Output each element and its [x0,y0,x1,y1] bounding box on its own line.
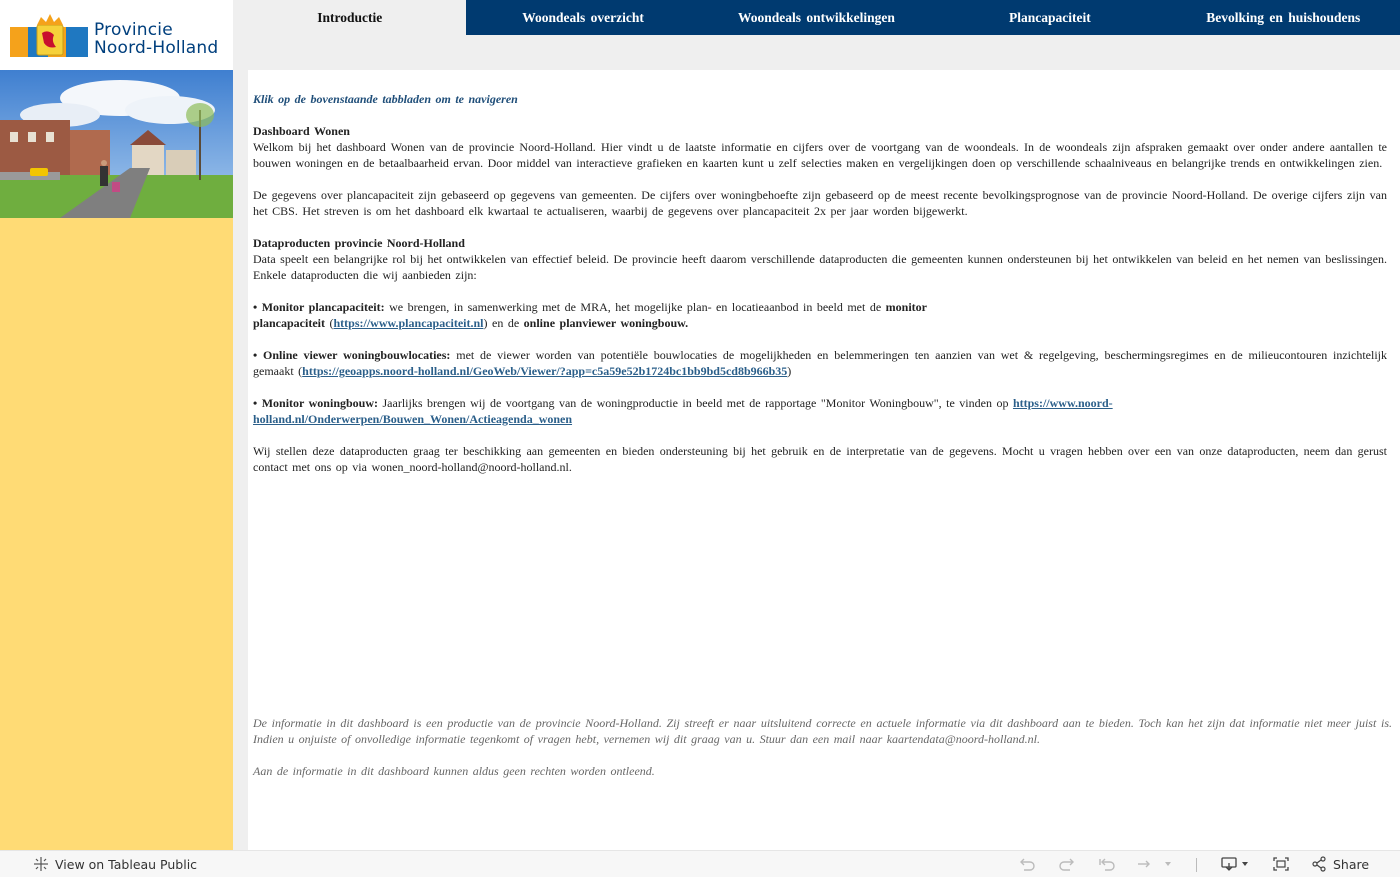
item-text: Jaarlijks brengen wij de voortgang van de woningproductie in beeld met de rapportage "Monitor Woningbouw", te vinden op [382,396,1009,410]
tableau-toolbar [0,850,1400,877]
list-item-monitor-plancapaciteit [253,299,1003,331]
undo-icon[interactable] [1018,856,1036,872]
view-on-tableau-public-button[interactable] [33,856,197,872]
revert-icon[interactable] [1098,856,1116,872]
logo-line-2: Noord-Holland [94,38,219,58]
disclaimer-paragraph-2: Aan de informatie in dit dashboard kunnen aldus geen rechten worden ontleend. [253,764,655,778]
bullet: • [253,348,258,362]
open-paren: ( [329,316,334,330]
fullscreen-icon[interactable] [1272,856,1290,872]
header-photo [0,70,233,218]
item-text: met de viewer worden van potentiële bouwlocaties de mogelijkheden en belemmeringen ten aanzien van wet & regelgeving, beschermingsregimes en de milieucontouren inzichtelijk gemaakt [253,348,1387,378]
bullet: • [253,396,258,410]
logo-line-1: Provincie [94,20,173,40]
tab-bevolking-en-huishoudens[interactable]: Bevolking en huishoudens [1206,9,1361,25]
disclaimer-paragraph-1: De informatie in dit dashboard is een productie van de provincie Noord-Holland. Zij streeft er naar uitsluitend correcte en actuele informatie via dit dashboard aan te bieden. Toch kan het zijn dat informatie niet meer juist is. Indien u onjuiste of onvolledige informatie tegenkomt of vragen hebt, vernemen wij dit graag van u. Stuur dan een mail naar kaartendata@noord-holland.nl. [253,716,1392,746]
introduction-text [253,91,1387,475]
dataproducts-heading: Dataproducten provincie Noord-Holland [253,236,465,250]
toolbar-separator [1196,858,1197,872]
dataproducts-intro: Data speelt een belangrijke rol bij het ontwikkelen van effectief beleid. De provincie heeft daarom verschillende dataproducten die gemeenten kunnen ondersteunen bij het ontwikkelen van beleid en het nemen van beslissingen. Enkele dataproducten die wij aanbieden zijn: [253,252,1387,282]
item-title: Monitor plancapaciteit: [261,300,385,314]
list-item-monitor-woningbouw [253,395,1113,427]
geoapps-viewer-link[interactable]: https://geoapps.noord-holland.nl/GeoWeb/Viewer/?app=c5a59e52b1724bc1bb9bd5cd8b966b35 [302,364,788,378]
dropdown-caret-icon[interactable] [1163,856,1173,872]
dashboard-paragraph-1: Welkom bij het dashboard Wonen van de provincie Noord-Holland. Hier vindt u de laatste informatie en cijfers over de voortgang van de woondeals. In de woondeals zijn afspraken gemaakt over onder andere aantallen te bouwen woningen en de betaalbaarheid ervan. Door middel van interactieve grafieken en kaarten kunt u zelf selecties maken en vergelijkingen doen op verschillende schaalniveaus en belangrijke trends en ontwikkelingen zien. [253,140,1387,170]
province-logo [0,0,233,70]
list-item-online-viewer [253,347,1387,379]
tab-woondeals-overzicht[interactable]: Woondeals overzicht [522,9,644,25]
street-scene-image [0,70,233,218]
navigation-hint: Klik op de bovenstaande tabbladen om te navigeren [253,92,518,106]
bullet: • [253,300,258,314]
province-crest-icon [10,13,88,57]
download-icon[interactable] [1220,856,1252,872]
item-mid: ) en de [483,316,520,330]
disclaimer [253,715,1392,779]
item-title: Online viewer woningbouwlocaties: [263,348,451,362]
tab-introductie[interactable]: Introductie [233,0,466,35]
redo-icon[interactable] [1058,856,1076,872]
introduction-panel [248,70,1400,850]
dashboard-heading: Dashboard Wonen [253,124,350,138]
plancapaciteit-link[interactable]: https://www.plancapaciteit.nl [333,316,484,330]
tab-plancapaciteit[interactable]: Plancapaciteit [1009,9,1091,25]
actieagenda-wonen-link-part-2[interactable]: holland.nl/Onderwerpen/Bouwen_Wonen/Actieagenda_wonen [253,412,573,426]
actieagenda-wonen-link-part-1[interactable]: https://www.noord- [1012,396,1113,410]
dashboard-tabs [233,0,1400,35]
view-on-tableau-public-label: View on Tableau Public [55,856,198,872]
sidebar-yellow-panel [0,218,233,850]
tab-underbar [233,35,1400,70]
content-gutter [233,70,248,850]
closing-paragraph: Wij stellen deze dataproducten graag ter beschikking aan gemeenten en bieden ondersteuning bij het gebruik en de interpretatie van de gegevens. Mocht u vragen hebben over een van onze dataproducten, neem dan gerust contact met ons op via wonen_noord-holland@noord-holland.nl. [253,444,1387,474]
dashboard-paragraph-2: De gegevens over plancapaciteit zijn gebaseerd op gegevens van gemeenten. De cijfers over woningbehoefte zijn gebaseerd op de meest recente bevolkingsprognose van de provincie Noord-Holland. De overige cijfers zijn van het CBS. Het streven is om het dashboard elk kwartaal te actualiseren, waarbij de gegevens over plancapaciteit 2x per jaar worden bijgewerkt. [253,188,1387,218]
refresh-icon[interactable] [1136,856,1154,872]
item-title: Monitor woningbouw: [261,396,378,410]
share-button[interactable] [1311,856,1369,872]
open-paren: ( [298,364,303,378]
share-label: Share [1333,856,1370,872]
logo-wordmark [94,21,218,57]
share-icon [1311,856,1327,872]
item-text: we brengen, in samenwerking met de MRA, het mogelijke plan- en locatieaanbod in beeld met de [389,300,882,314]
tableau-logo-icon [33,856,49,872]
close-paren: ) [787,364,792,378]
item-bold-tail: monitor plancapaciteit [253,300,927,330]
item-bold-end: online planviewer woningbouw. [523,316,689,330]
tab-woondeals-ontwikkelingen[interactable]: Woondeals ontwikkelingen [738,9,895,25]
